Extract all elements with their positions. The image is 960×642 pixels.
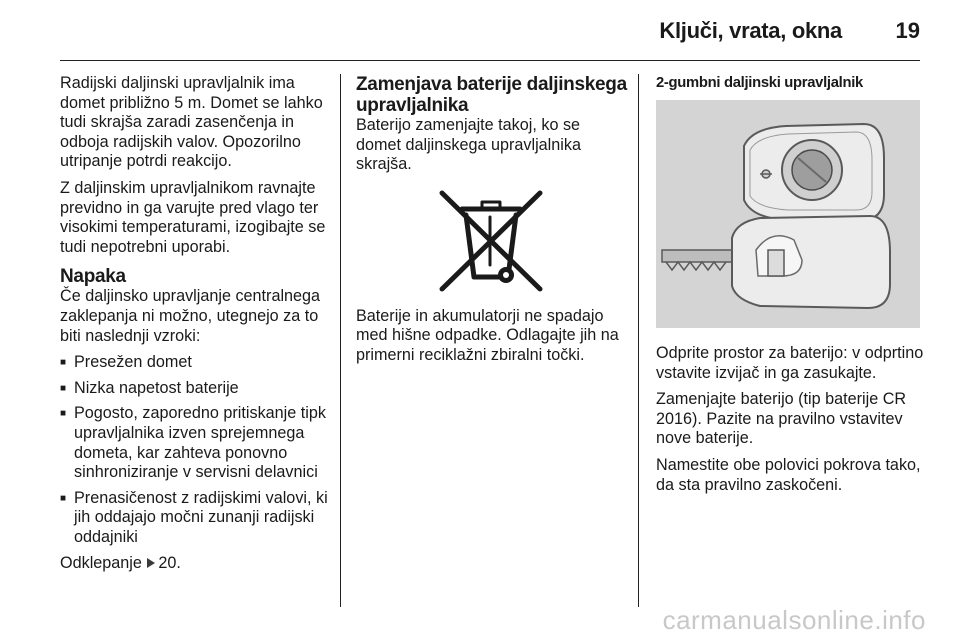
page-title: Ključi, vrata, okna [659,18,842,43]
remote-battery-illustration [656,100,920,328]
reassemble-paragraph: Namestite obe polovici pokrova tako, da sta pravilno zaskočeni. [656,455,921,494]
column-right [656,74,928,502]
range-paragraph: Radijski daljinski upravljalnik ima domet približno 5 m. Domet se lahko tudi skrajša zaradi zasenčenja in odboja radijskih valov. Opozorilno utripanje potrdi reakcijo. [60,74,323,171]
open-compartment-paragraph: Odprite prostor za baterijo: v odprtino vstavite izvijač in ga zasukajte. [656,344,924,382]
fault-causes-list [60,353,328,547]
cross-reference[interactable] [60,554,328,574]
disposal-paragraph: Baterije in akumulatorji ne spadajo med hišne odpadke. Odlagajte jih na primerni reciklažni zbiralni točki. [356,306,619,364]
cross-reference-page[interactable]: 20. [158,554,181,573]
list-item: ■ Pogosto, zaporedno pritiskanje tipk upravljalnika izven sprejemnega dometa, kar zahteva ponovno sinhroniziranje v servisni delavnici [60,404,328,482]
crossed-out-bin-icon [426,189,556,293]
section-heading-battery: Zamenjava baterije daljinskega upravljalnika [356,74,627,116]
column-divider [638,74,639,607]
column-left [60,74,328,581]
cross-reference-label: Odklepanje [60,554,142,573]
list-item: ■ Presežen domet [60,353,328,373]
care-paragraph: Z daljinskim upravljalnikom ravnajte previdno in ga varujte pred vlago ter visokimi temperaturami, izogibajte se tudi nepotrebni uporabi. [60,178,326,256]
column-divider [340,74,341,607]
replace-battery-paragraph: Zamenjajte baterijo (tip baterije CR 2016). Pazite na pravilno vstavitev nove baterije. [656,390,907,448]
column-middle [356,74,628,373]
fault-intro: Če daljinsko upravljanje centralnega zaklepanja ni možno, utegnejo za to biti naslednji vzroki: [60,287,321,345]
watermark: carmanualsonline.info [662,605,926,635]
section-heading-2-button-remote: 2-gumbni daljinski upravljalnik [656,75,863,91]
page-number: 19 [895,18,920,43]
section-heading-fault: Napaka [60,266,126,288]
page-header [60,0,920,61]
list-item: ■ Prenasičenost z radijskimi valovi, ki jih oddajajo močni zunanji radijski oddajniki [60,489,328,548]
battery-paragraph: Baterijo zamenjajte takoj, ko se domet daljinskega upravljalnika skrajša. [356,116,581,174]
page-reference-icon [147,558,155,568]
list-item: ■ Nizka napetost baterije [60,379,328,399]
